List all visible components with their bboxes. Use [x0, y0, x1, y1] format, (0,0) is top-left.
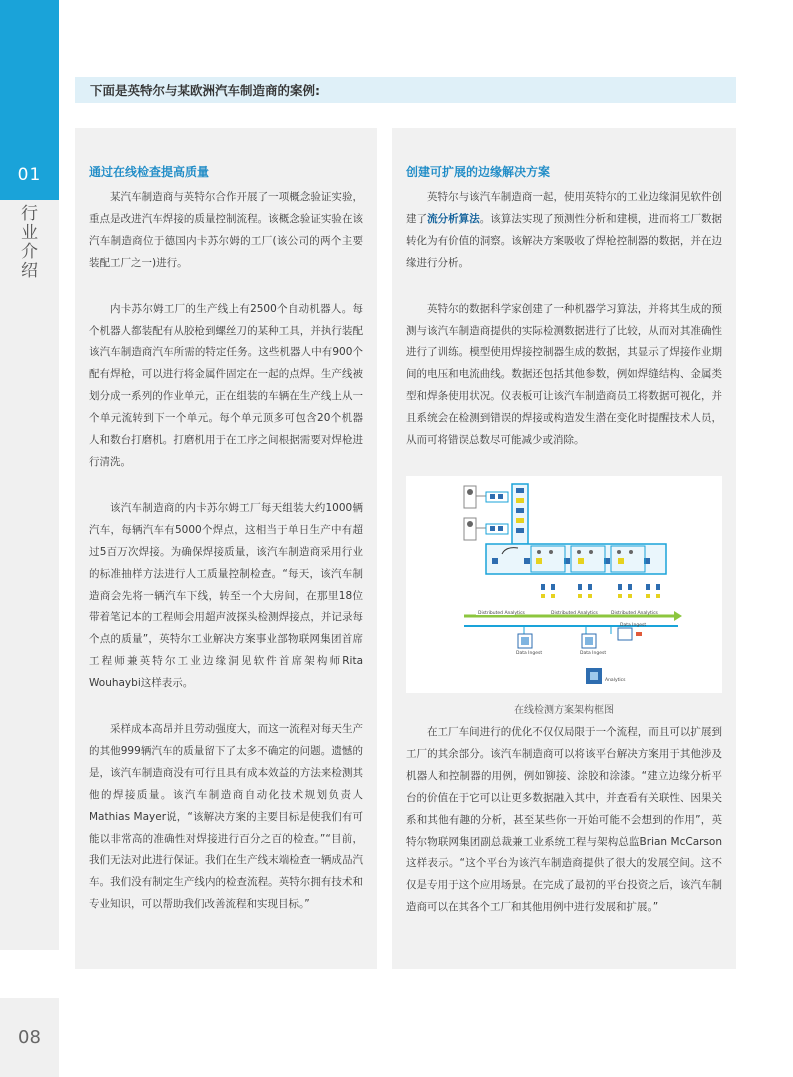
left-paragraph-4: 采样成本高昂并且劳动强度大，而这一流程对每天生产的其他999辆汽车的质量留下了太多不确定的问题。遗憾的是，该汽车制造商没有可行且具有成本效益的方法来检测其他的焊接质量。该汽车制造商自动化技术规划负责人Mathias Mayer说，“该解决方案的主要目标是使我们有可能以非常高的准确性对焊接进行百分之百的检查。”“目前，我们无法对此进行保证。我们在生产线末端检查一辆成品汽车。我们没有制定生产线内的检查流程。英特尔拥有技术和专业知识，可以帮助我们改善流程和实现目标。” [89, 723, 363, 911]
intro-banner [75, 77, 736, 103]
analytics-label: Distributed Analytics [611, 610, 658, 616]
right-p1-text-b: 。该算法实现了预测性分析和建模，进而将工厂数据转化为有价值的洞察。该解决方案吸收了焊枪控制器的数据，并在边缘进行分析。 [406, 212, 723, 269]
analytics-server-label: Analytics [605, 677, 626, 683]
data-ingest-label: Data Ingest [516, 650, 543, 656]
robot-icon [464, 518, 508, 540]
section-number: 01 [0, 150, 59, 200]
left-paragraph-1: 某汽车制造商与英特尔合作开展了一项概念验证实验，重点是改进汽车焊接的质量控制流程。该概念验证实验在该汽车制造商位于德国内卡苏尔姆的工厂(该公司的两个主要装配工厂之一)进行。 [89, 191, 363, 269]
flag-icon [636, 632, 642, 636]
architecture-diagram [406, 476, 722, 693]
section-title-char: 业 [21, 223, 38, 243]
analytics-label: Distributed Analytics [478, 610, 525, 616]
section-title-char: 行 [21, 204, 38, 224]
sidebar-accent-block [0, 0, 59, 150]
right-paragraph-1 [406, 187, 722, 275]
stream-analytics-highlight: 流分析算法 [427, 212, 480, 225]
analytics-label: Distributed Analytics [551, 610, 598, 616]
right-section-title: 创建可扩展的边缘解决方案 [406, 165, 551, 179]
robot-icon [464, 486, 508, 508]
right-p1-text-a: 英特尔与该汽车制造商一起，使用英特尔的工业边缘洞见软件创建了 [406, 191, 722, 225]
sidebar [0, 0, 59, 1077]
section-title-char: 绍 [21, 261, 38, 281]
section-title-vertical [0, 205, 59, 281]
left-paragraph-2: 内卡苏尔姆工厂的生产线上有2500个自动机器人。每个机器人都装配有从胶枪到螺丝刀的某种工具，并执行装配该汽车制造商汽车所需的特定任务。这些机器人中有900个配有焊枪，可以进行将金属件固定在一起的点焊。生产线被划分成一系列的作业单元，正在组装的车辆在生产线上从一个单元流转到下一个单元。每个单元顶多可包含20个机器人和数台打磨机。打磨机用于在工序之间根据需要对焊枪进行清洗。 [89, 302, 363, 468]
right-paragraph-2: 英特尔的数据科学家创建了一种机器学习算法，并将其生成的预测与该汽车制造商提供的实际检测数据进行了比较，从而对其准确性进行了训练。模型使用焊接控制器生成的数据，其显示了焊接作业期间的电压和电流曲线。数据还包括其他参数，例如焊缝结构、金属类型和焊条使用状况。仪表板可让该汽车制造商员工将数据可视化，并且系统会在检测到错误的焊接或构造发生潜在变化时提醒技术人员，从而可将错误总数尽可能减少或消除。 [406, 302, 722, 447]
intro-text: 下面是英特尔与某欧洲汽车制造商的案例: [90, 83, 320, 98]
left-paragraph-3: 该汽车制造商的内卡苏尔姆工厂每天组装大约1000辆汽车，每辆汽车有5000个焊点，这相当于单日生产中有超过5百万次焊接。为确保焊接质量，该汽车制造商采用行业的标准抽样方法进行人工质量控制检查。“每天，该汽车制造商会先将一辆汽车下线，转至一个大房间，在那里18位带着笔记本的工程师会用超声波探头检测焊接点，并记录每个点的质量”，英特尔工业解决方案事业部物联网集团首席工程师兼英特尔工业边缘洞见软件首席架构师Rita Wouhaybi这样表示。 [89, 501, 363, 690]
data-ingest-label: Data Ingest [620, 622, 647, 628]
data-ingest-label: Data Ingest [580, 650, 607, 656]
section-title-char: 介 [21, 242, 38, 262]
right-paragraph-3: 在工厂车间进行的优化不仅仅局限于一个流程，而且可以扩展到工厂的其余部分。该汽车制造商可以将该平台解决方案用于其他涉及机器人和控制器的用例，例如铆接、涂胶和涂漆。“建立边缘分析平台的价值在于它可以让更多数据融入其中，并查看有关联性、因果关系和其他有趣的分析，甚至某些你一开始可能不会想到的作用”，英特尔物联网集团副总裁兼工业系统工程与架构总监Brian McCarson这样表示。“这个平台为该汽车制造商提供了很大的发展空间。这不仅是专用于这个应用场景。在完成了最初的平台投资之后，该汽车制造商可以在其各个工厂和其他用例中进行发展和扩展。” [406, 725, 722, 914]
diagram-caption: 在线检测方案架构框图 [514, 704, 614, 716]
data-ingest-icon [618, 628, 632, 640]
right-column [392, 128, 736, 969]
horizontal-conveyor [486, 544, 666, 574]
left-section-title: 通过在线检查提高质量 [89, 165, 210, 179]
architecture-diagram-svg [406, 476, 722, 693]
left-column [75, 128, 377, 969]
sidebar-gap [0, 950, 59, 998]
page-number: 08 [0, 998, 59, 1077]
